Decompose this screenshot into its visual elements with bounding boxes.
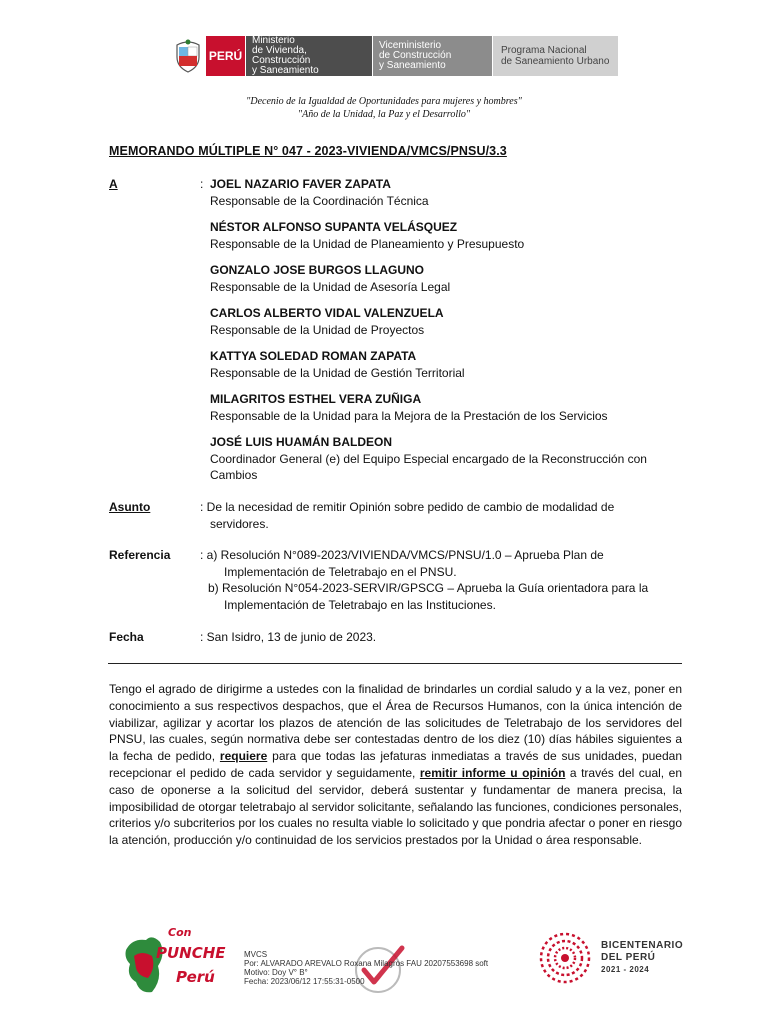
con-punche-peru-logo — [122, 920, 232, 1000]
svg-text:PUNCHE: PUNCHE — [156, 944, 226, 962]
bicentenario-subtitle: DEL PERÚ — [601, 952, 656, 963]
header-logo-bar — [170, 36, 618, 76]
recipient-4: CARLOS ALBERTO VIDAL VALENZUELA Responsable de la Unidad de Proyectos — [210, 306, 444, 337]
to-colon: : — [200, 177, 204, 191]
recipient-5: KATTYA SOLEDAD ROMAN ZAPATA Responsable de la Unidad de Gestión Territorial — [210, 349, 465, 380]
bicentenario-logo — [537, 930, 683, 986]
memo-title: MEMORANDO MÚLTIPLE N° 047 - 2023-VIVIENDA/VMCS/PNSU/3.3 — [109, 144, 507, 158]
reference-label: Referencia — [109, 548, 171, 562]
subject-label: Asunto — [109, 500, 151, 514]
recipient-3: GONZALO JOSE BURGOS LLAGUNO Responsable de la Unidad de Asesoría Legal — [210, 263, 451, 294]
divider — [108, 663, 682, 664]
bicentenario-years: 2021 - 2024 — [601, 965, 650, 974]
bicentenario-emblem-icon — [537, 930, 593, 986]
viceministry-label: Viceministerio de Construcción y Saneamiento — [372, 36, 492, 76]
peru-label: PERÚ — [206, 36, 246, 76]
recipient-2: NÉSTOR ALFONSO SUPANTA VELÁSQUEZ Responsable de la Unidad de Planeamiento y Presupuesto — [210, 220, 525, 251]
date-text: : San Isidro, 13 de junio de 2023. — [200, 630, 377, 644]
ministry-label: Ministerio de Vivienda, Construcción y Saneamiento — [246, 36, 372, 76]
bicentenario-title: BICENTENARIO — [601, 940, 684, 951]
decenio-text: "Decenio de la Igualdad de Oportunidades para mujeres y hombres" "Año de la Unidad, la Paz y el Desarrollo" — [246, 96, 522, 120]
program-label: Programa Nacional de Saneamiento Urbano — [492, 36, 618, 76]
subject-text: : De la necesidad de remitir Opinión sobre pedido de cambio de modalidad de servidores. — [200, 500, 615, 531]
reference-text: : a) Resolución N°089-2023/VIVIENDA/VMCS/PNSU/1.0 – Aprueba Plan de Implementación de Teletrabajo en el PNSU. b) Resolución N°054-2023-SERVIR/GPSCG – Aprueba la Guía orientadora para la Implementación de Teletrabajo en las Instituciones. — [200, 548, 649, 612]
recipient-1: JOEL NAZARIO FAVER ZAPATA Responsable de la Coordinación Técnica — [210, 177, 429, 208]
digital-signature-text: MVCS Por: ALVARADO AREVALO Roxana Milagros FAU 20207553698 soft Motivo: Doy V° B° Fecha: 2023/06/12 17:55:31-0500 — [244, 950, 489, 986]
svg-text:Perú: Perú — [176, 968, 215, 986]
recipient-6: MILAGRITOS ESTHEL VERA ZUÑIGA Responsable de la Unidad para la Mejora de la Prestación de los Servicios — [210, 392, 608, 423]
date-label: Fecha — [109, 630, 144, 644]
coat-of-arms-icon — [170, 36, 206, 76]
svg-text:Con: Con — [168, 926, 192, 939]
recipient-7: JOSÉ LUIS HUAMÁN BALDEON Coordinador General (e) del Equipo Especial encargado de la Reconstrucción con Cambios — [210, 435, 647, 482]
body-paragraph: Tengo el agrado de dirigirme a ustedes con la finalidad de brindarles un cordial saludo y a la vez, poner en conocimiento a sus respectivos despachos, que el Área de Recursos Humanos, con la única intención de viabilizar, agilizar y acortar los plazos de atención de las solicitudes de Teletrabajo de los servidores del PNSU, las cuales, según normativa debe ser contestadas dentro de los diez (10) días hábiles siguientes a la fecha de pedido, requiere para que todas las jefaturas inmediatas a través de sus unidades, puedan recepcionar el pedido de cada servidor y seguidamente, remitir informe u opinión a través del cual, en caso de oponerse a la solicitud del servidor, deberá sustentar y fundamentar de manera precisa, la imposibilidad de otorgar teletrabajo al servidor solicitante, señalando las funciones, condiciones personales, criterios y/o subcriterios por los cuales no resulta viable lo solicitado y que pondria afectar o poner en riesgo la atención, producción y/o continuidad de los servicios prestados por la Unidad o área responsable. — [109, 682, 683, 848]
to-label: A — [109, 177, 118, 191]
